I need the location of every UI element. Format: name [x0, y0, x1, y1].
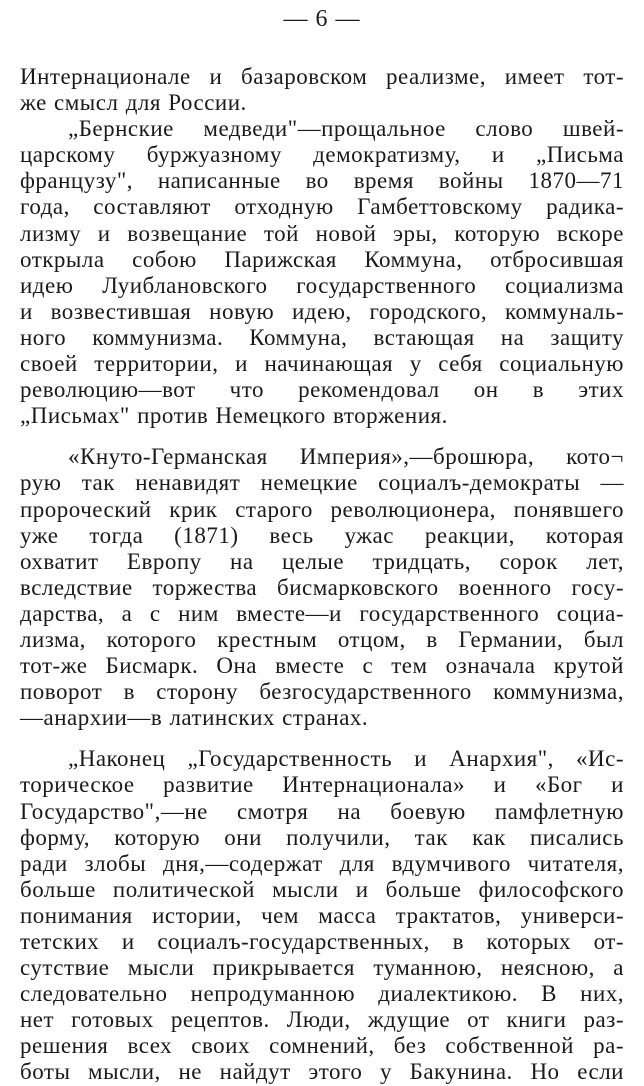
text-line: французу", написанные во время войны 1870—71: [20, 168, 624, 194]
text-line: дарства, а с ним вместе—и государственного социа-: [20, 600, 624, 626]
text-line: сутствие мысли прикрывается туманною, неясною, а: [20, 955, 624, 981]
text-line: „Письмах" против Немецкого вторжения.: [20, 403, 448, 429]
page-number: — 6 —: [283, 6, 361, 32]
text-line: идею Луиблановского государственного социализма: [20, 272, 624, 298]
paragraph: [20, 116, 624, 429]
text-line: тот-же Бисмарк. Она вместе с тем означала крутой: [20, 653, 624, 679]
text-line: „Наконец „Государственность и Анархия", «Ис-: [68, 746, 624, 772]
text-line: «Кнуто-Германская Империя»,—брошюра, кото¬: [68, 444, 624, 470]
text-line: тетских и социалъ-государственных, в которых от-: [20, 929, 624, 954]
text-line: и возвестившая новую идею, городского, коммуналь-: [20, 298, 624, 324]
text-line: следовательно непродуманною диалектикою. В них,: [20, 981, 624, 1007]
paragraph-gap: [20, 731, 624, 746]
text-line: больше политической мысли и больше философского: [20, 876, 624, 902]
text-line: вследствие торжества бисмарковского военного госу-: [20, 574, 624, 600]
text-line: царскому буржуазному демократизму, и „Письма: [20, 142, 624, 168]
text-line: —анархии—в латинских странах.: [20, 705, 369, 731]
paragraph: [20, 444, 624, 731]
text-line: поворот в сторону безгосударственного коммунизма,: [20, 679, 624, 705]
text-line: решения всех своих сомнений, без собственной ра-: [20, 1033, 624, 1059]
text-line: открыла собою Парижская Коммуна, отбросившая: [20, 246, 624, 272]
text-line: охватит Европу на целые тридцать, сорок лет,: [20, 548, 624, 574]
text-line: ради злобы дня,—содержат для вдумчивого читателя,: [20, 850, 624, 876]
text-line: понимания истории, чем масса трактатов, универси-: [20, 902, 624, 928]
text-line: уже тогда (1871) весь ужас реакции, которая: [20, 522, 624, 548]
text-line: торическое развитие Интернационала» и «Бог и: [20, 772, 624, 798]
text-line: же смысл для России.: [20, 90, 247, 116]
paragraph-gap: [20, 429, 624, 444]
text-line: года, составляют отходную Гамбеттовскому радика-: [20, 194, 624, 220]
text-line: пророческий крик старого революционера, понявшего: [20, 496, 624, 522]
text-line: рую так ненавидят немецкие социалъ-демократы —: [20, 470, 624, 496]
paragraph: [20, 746, 624, 1085]
text-line: Интернационале и базаровском реализме, имеет тот-: [20, 64, 624, 89]
text-line: лизма, которого крестным отцом, в Германии, был: [20, 626, 624, 652]
text-line: нет готовых рецептов. Люди, ждущие от книги раз-: [20, 1007, 624, 1033]
text-line: лизму и возвещание той новой эры, которую вскоре: [20, 220, 624, 246]
paragraph: [20, 64, 624, 116]
text-line: ного коммунизма. Коммуна, встающая на защиту: [20, 324, 624, 350]
body-text: [20, 64, 624, 1086]
text-line: своей территории, и начинающая у себя социальную: [20, 351, 624, 377]
text-line: Государство",—не смотря на боевую памфлетную: [20, 798, 624, 824]
text-line: боты мысли, не найдут этого у Бакунина. Но если: [20, 1059, 624, 1085]
text-line: форму, которую они получили, так как писались: [20, 824, 624, 850]
text-line: „Бернские медведи"—прощальное слово швей-: [68, 116, 624, 142]
text-line: революцию—вот что рекомендовал он в этих: [20, 377, 624, 403]
